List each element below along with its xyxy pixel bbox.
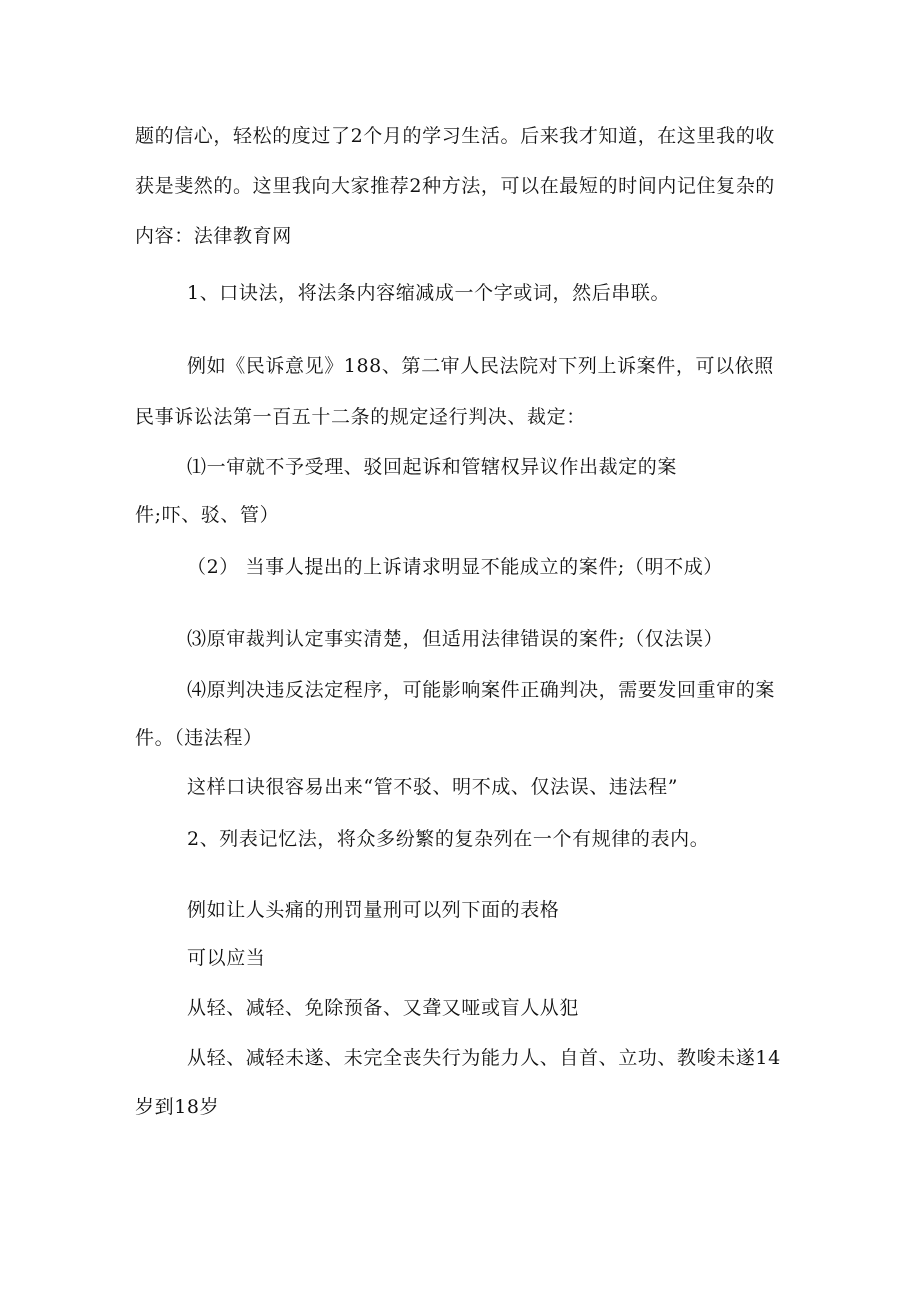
table-row-1: 从轻、减轻、免除预备、又聋又哑或盲人从犯 <box>187 997 580 1019</box>
example-line-2: 民事诉讼法第一百五十二条的规定迳行判决、裁定： <box>135 406 586 428</box>
table-header: 可以应当 <box>187 947 266 969</box>
mnemonic-summary: 这样口诀很容易出来“管不驳、明不成、仅法误、违法程” <box>187 776 679 798</box>
paragraph-line-1: 题的信心，轻松的度过了2个月的学习生活。后来我才知道，在这里我的收 <box>135 125 775 147</box>
method-two-heading: 2、列表记忆法，将众多纷繁的复杂列在一个有规律的表内。 <box>187 828 710 850</box>
table-intro: 例如让人头痛的刑罚量刑可以列下面的表格 <box>187 899 560 921</box>
item-3: ⑶原审裁判认定事实清楚，但适用法律错误的案件;（仅法误） <box>187 628 724 650</box>
item-2: （2） 当事人提出的上诉请求明显不能成立的案件;（明不成） <box>187 556 723 578</box>
item-1-line-1: ⑴一审就不予受理、驳回起诉和管辖权异议作出裁定的案 <box>187 456 678 478</box>
item-4-line-1: ⑷原判决违反法定程序，可能影响案件正确判决，需要发回重审的案 <box>187 679 776 701</box>
item-4-line-2: 件。（违法程） <box>135 727 263 749</box>
example-line-1: 例如《民诉意见》188、第二审人民法院对下列上诉案件，可以依照 <box>187 355 774 377</box>
method-one-heading: 1、口诀法，将法条内容缩减成一个字或词，然后串联。 <box>187 282 671 304</box>
table-row-2-line-2: 岁到18岁 <box>135 1096 220 1118</box>
paragraph-line-2: 获是斐然的。这里我向大家推荐2种方法，可以在最短的时间内记住复杂的 <box>135 175 775 197</box>
paragraph-line-3: 内容：法律教育网 <box>135 225 292 247</box>
item-1-line-2: 件;吓、驳、管） <box>135 504 280 526</box>
table-row-2-line-1: 从轻、减轻未遂、未完全丧失行为能力人、自首、立功、教唆未遂14 <box>187 1047 781 1069</box>
